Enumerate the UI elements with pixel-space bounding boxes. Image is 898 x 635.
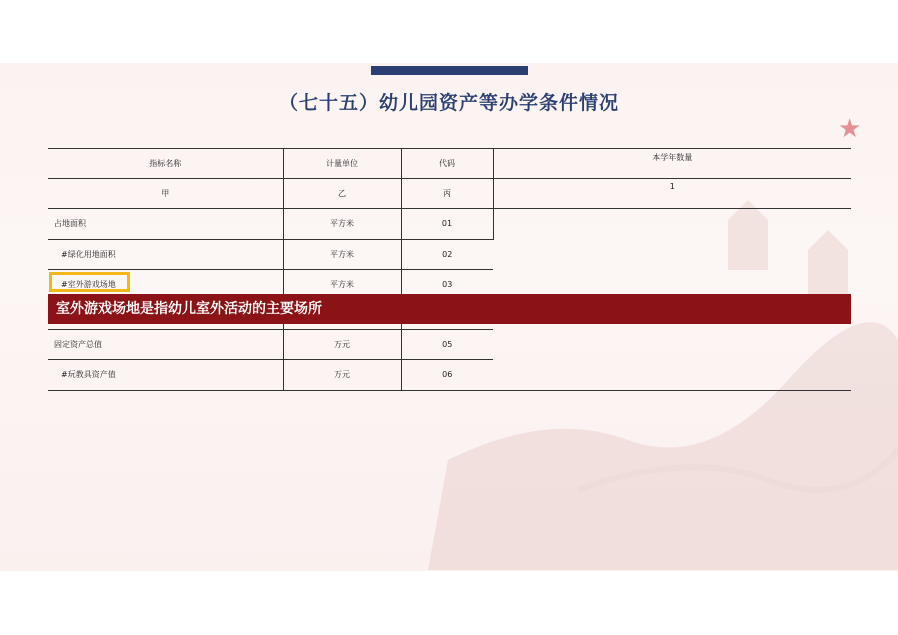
row-code: 03: [401, 269, 493, 299]
row-code: 01: [401, 209, 493, 239]
row-name: #玩教具资产值: [48, 360, 283, 390]
title-accent-bar: [371, 66, 528, 75]
header-unit: 计量单位: [283, 149, 401, 179]
row-unit: 平方米: [283, 239, 401, 269]
row-name: #室外游戏场地: [48, 269, 283, 299]
row-code: 05: [401, 330, 493, 360]
row-unit: 万元: [283, 330, 401, 360]
header-current-year-quantity: 本学年数量: [493, 149, 851, 179]
table-label-row: [48, 179, 851, 209]
row-name: 占地面积: [48, 209, 283, 239]
table-row: [48, 209, 851, 239]
row-code: 06: [401, 360, 493, 390]
header-code: 代码: [401, 149, 493, 179]
assets-table: [48, 148, 851, 391]
table-header-row: [48, 149, 851, 179]
outdoor-play-area-highlight[interactable]: [49, 272, 130, 292]
row-unit: 平方米: [283, 269, 401, 299]
row-name: #绿化用地面积: [48, 239, 283, 269]
label-column-1: 1: [493, 179, 851, 209]
definition-tooltip: 室外游戏场地是指幼儿室外活动的主要场所: [48, 294, 851, 324]
page-title: （七十五）幼儿园资产等办学条件情况: [278, 92, 619, 114]
row-unit: 万元: [283, 360, 401, 390]
label-yi: 乙: [283, 179, 401, 209]
row-name: 固定资产总值: [48, 330, 283, 360]
label-bing: 丙: [401, 179, 493, 209]
label-jia: 甲: [48, 179, 283, 209]
header-indicator-name: 指标名称: [48, 149, 283, 179]
row-unit: 平方米: [283, 209, 401, 239]
row-code: 02: [401, 239, 493, 269]
star-icon: ★: [838, 114, 862, 144]
